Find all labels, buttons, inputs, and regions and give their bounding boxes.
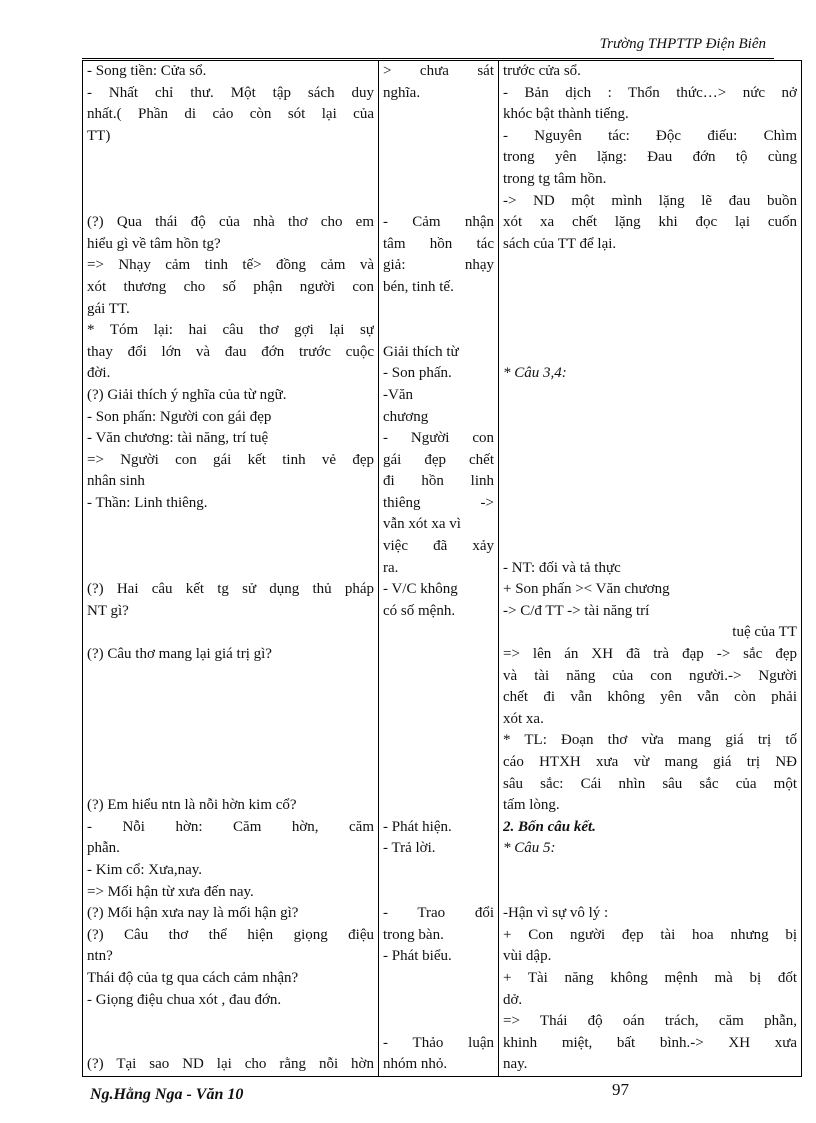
text-line: (?) Câu thơ mang lại giá trị gì? bbox=[87, 646, 272, 663]
blank-line bbox=[383, 320, 494, 342]
blank-line bbox=[383, 126, 494, 148]
blank-line bbox=[87, 687, 374, 709]
text-line: trong bàn. bbox=[383, 926, 444, 943]
blank-line bbox=[503, 471, 797, 493]
text-line: * Câu 5: bbox=[503, 840, 556, 857]
text-line: - Trao đổi bbox=[383, 905, 494, 922]
text-line: xót thương cho số phận người con bbox=[87, 278, 374, 295]
blank-line bbox=[87, 666, 374, 688]
text-line: phẫn. bbox=[87, 840, 120, 857]
text-line: bén, tinh tế. bbox=[383, 278, 454, 295]
text-line: - Thần: Linh thiêng. bbox=[87, 494, 208, 511]
blank-line bbox=[383, 774, 494, 796]
text-line: nghĩa. bbox=[383, 84, 421, 101]
blank-line bbox=[383, 709, 494, 731]
text-line: giả: nhạy bbox=[383, 257, 494, 274]
blank-line bbox=[87, 558, 374, 580]
text-line: - V/C không bbox=[383, 581, 458, 598]
blank-line bbox=[503, 514, 797, 536]
text-line: vẫn xót xa vì bbox=[383, 516, 461, 533]
blank-line bbox=[383, 104, 494, 126]
blank-line bbox=[87, 191, 374, 213]
text-line: -Văn bbox=[383, 386, 413, 403]
blank-line bbox=[383, 622, 494, 644]
table-row bbox=[83, 61, 802, 1077]
blank-line bbox=[87, 169, 374, 191]
text-line: - Văn chương: tài năng, trí tuệ bbox=[87, 430, 269, 447]
text-line: khinh miệt, bất bình.-> XH xưa bbox=[503, 1034, 797, 1051]
footer-author: Ng.Hằng Nga - Văn 10 bbox=[90, 1086, 244, 1103]
text-line: - Thảo luận bbox=[383, 1034, 494, 1051]
text-line: + Tài năng không mệnh mà bị đốt bbox=[503, 969, 797, 986]
lesson-table bbox=[82, 60, 802, 1077]
text-line: - Giọng điệu chua xót , đau đớn. bbox=[87, 991, 282, 1008]
blank-line bbox=[503, 255, 797, 277]
text-line: cáo HTXH xưa vừ mang giá trị NĐ bbox=[503, 754, 797, 770]
text-line: - Bản dịch : Thổn thức…> nức nở bbox=[503, 84, 797, 101]
blank-line bbox=[87, 147, 374, 169]
text-line: chết đi vẫn không yên vẫn còn phải bbox=[503, 689, 797, 706]
text-line: => Thái độ oán trách, căm phẫn, bbox=[503, 1013, 797, 1030]
text-line: + Son phấn >< Văn chương bbox=[503, 581, 670, 598]
text-line: và tài năng của con người.-> Người bbox=[503, 667, 797, 684]
text-line: - Phát hiện. bbox=[383, 818, 452, 835]
blank-line bbox=[383, 169, 494, 191]
text-line: sách của TT để lại. bbox=[503, 235, 617, 252]
text-line: nhóm nhỏ. bbox=[383, 1056, 448, 1073]
text-line: tấm lòng. bbox=[503, 797, 560, 814]
blank-line bbox=[503, 277, 797, 299]
blank-line bbox=[383, 730, 494, 752]
text-line: (?) Qua thái độ của nhà thơ cho em bbox=[87, 214, 374, 231]
text-line: => Mối hận từ xưa đến nay. bbox=[87, 883, 254, 900]
blank-line bbox=[383, 990, 494, 1012]
text-line: việc đã xảy bbox=[383, 538, 494, 555]
header-school-name: Trường THPTTP Điện Biên bbox=[599, 36, 766, 52]
blank-line bbox=[383, 687, 494, 709]
text-line: - NT: đối và tả thực bbox=[503, 559, 621, 576]
text-line: nhất.( Phần di cảo còn sót lại của bbox=[87, 106, 374, 123]
text-line: dở. bbox=[503, 991, 523, 1008]
text-line: tuệ của TT bbox=[732, 624, 797, 641]
blank-line bbox=[503, 428, 797, 450]
text-line: xót xa chết lặng khi đọc lại cuốn bbox=[503, 214, 797, 231]
text-line: - Nhất chỉ thư. Một tập sách duy bbox=[87, 84, 374, 101]
blank-line bbox=[87, 536, 374, 558]
header-rule bbox=[82, 58, 774, 59]
text-line: gái TT. bbox=[87, 300, 130, 317]
blank-line bbox=[503, 320, 797, 342]
text-line: tâm hồn tác bbox=[383, 235, 494, 252]
teacher-activity-column bbox=[83, 61, 379, 1077]
text-line: đời. bbox=[87, 365, 111, 382]
text-line: thay đổi lớn và đau đớn trước cuộc bbox=[87, 343, 374, 360]
blank-line bbox=[383, 191, 494, 213]
text-line: - Son phấn: Người con gái đẹp bbox=[87, 408, 272, 425]
text-line: => Người con gái kết tinh vẻ đẹp bbox=[87, 451, 374, 468]
text-line: -> ND một mình lặng lẽ đau buồn bbox=[503, 192, 797, 209]
text-line: hiểu gì về tâm hồn tg? bbox=[87, 235, 221, 252]
blank-line bbox=[503, 882, 797, 904]
text-line: - Người con bbox=[383, 430, 494, 447]
blank-line bbox=[87, 752, 374, 774]
blank-line bbox=[87, 1011, 374, 1033]
blank-line bbox=[383, 666, 494, 688]
blank-line bbox=[383, 752, 494, 774]
blank-line bbox=[503, 299, 797, 321]
text-line: - Nỗi hờn: Căm hờn, căm bbox=[87, 818, 374, 835]
page-number: 97 bbox=[612, 1080, 629, 1099]
text-line: (?) Câu thơ thể hiện giọng điệu bbox=[87, 926, 374, 943]
blank-line bbox=[87, 709, 374, 731]
blank-line bbox=[383, 1011, 494, 1033]
text-line: thiêng -> bbox=[383, 494, 494, 511]
blank-line bbox=[87, 1033, 374, 1055]
text-line: * TL: Đoạn thơ vừa mang giá trị tố bbox=[503, 732, 797, 749]
student-activity-column bbox=[379, 61, 499, 1077]
blank-line bbox=[87, 514, 374, 536]
blank-line bbox=[383, 644, 494, 666]
blank-line bbox=[383, 147, 494, 169]
text-line: Thái độ của tg qua cách cảm nhận? bbox=[87, 969, 299, 986]
blank-line bbox=[503, 342, 797, 364]
blank-line bbox=[503, 536, 797, 558]
text-line: + Con người đẹp tài hoa nhưng bị bbox=[503, 926, 797, 943]
text-line: - Nguyên tác: Độc điếu: Chìm bbox=[503, 127, 797, 144]
text-line: - Cảm nhận bbox=[383, 214, 494, 231]
blank-line bbox=[383, 795, 494, 817]
text-line: - Kim cổ: Xưa,nay. bbox=[87, 861, 203, 878]
text-line: vùi dập. bbox=[503, 948, 552, 965]
blank-line bbox=[503, 407, 797, 429]
blank-line bbox=[383, 882, 494, 904]
text-line: ntn? bbox=[87, 948, 113, 965]
text-line: (?) Giải thích ý nghĩa của từ ngữ. bbox=[87, 386, 287, 403]
text-line: * Tóm lại: hai câu thơ gợi lại sự bbox=[87, 322, 374, 339]
text-line: -> C/đ TT -> tài năng trí bbox=[503, 602, 650, 619]
text-line: NT gì? bbox=[87, 602, 129, 619]
text-line: => lên án XH đã trà đạp -> sắc đẹp bbox=[503, 646, 797, 663]
text-line: - Trả lời. bbox=[383, 840, 436, 857]
blank-line bbox=[503, 450, 797, 472]
text-line: nay. bbox=[503, 1056, 528, 1073]
text-line: 2. Bốn câu kết. bbox=[503, 818, 596, 835]
text-line: - Phát biểu. bbox=[383, 948, 452, 965]
text-line: -Hận vì sự vô lý : bbox=[503, 905, 609, 922]
blank-line bbox=[87, 730, 374, 752]
text-line: trong tg tâm hồn. bbox=[503, 170, 607, 187]
content-column bbox=[499, 61, 802, 1077]
text-line: có số mệnh. bbox=[383, 602, 456, 619]
blank-line bbox=[383, 968, 494, 990]
blank-line bbox=[503, 385, 797, 407]
text-line: - Son phấn. bbox=[383, 365, 452, 382]
text-line: trong yên lặng: Đau đớn tộ cùng bbox=[503, 149, 797, 166]
text-line: đi hồn linh bbox=[383, 473, 494, 490]
blank-line bbox=[503, 860, 797, 882]
text-line: - Song tiền: Cửa sổ. bbox=[87, 63, 207, 79]
text-line: sâu sắc: Cái nhìn sâu sắc của một bbox=[503, 775, 797, 792]
text-line: nhân sinh bbox=[87, 473, 145, 490]
blank-line bbox=[503, 493, 797, 515]
blank-line bbox=[383, 299, 494, 321]
blank-line bbox=[87, 622, 374, 644]
text-line: > chưa sát bbox=[383, 63, 494, 79]
text-line: (?) Em hiểu ntn là nỗi hờn kim cổ? bbox=[87, 797, 297, 814]
text-line: (?) Tại sao ND lại cho rằng nỗi hờn bbox=[87, 1056, 374, 1073]
text-line: (?) Hai câu kết tg sử dụng thủ pháp bbox=[87, 581, 374, 598]
text-line: chương bbox=[383, 408, 429, 425]
text-line: khóc bật thành tiếng. bbox=[503, 106, 629, 123]
text-line: Giải thích từ bbox=[383, 343, 459, 360]
text-line: ra. bbox=[383, 559, 399, 576]
text-line: => Nhạy cảm tinh tế> đồng cảm và bbox=[87, 257, 374, 274]
blank-line bbox=[383, 860, 494, 882]
text-line: (?) Mối hận xưa nay là mối hận gì? bbox=[87, 905, 299, 922]
text-line: gái đẹp chết bbox=[383, 451, 494, 468]
text-line: * Câu 3,4: bbox=[503, 365, 567, 382]
text-line: xót xa. bbox=[503, 710, 544, 727]
text-line: trước cửa sổ. bbox=[503, 63, 581, 79]
text-line: TT) bbox=[87, 127, 111, 144]
blank-line bbox=[87, 774, 374, 796]
